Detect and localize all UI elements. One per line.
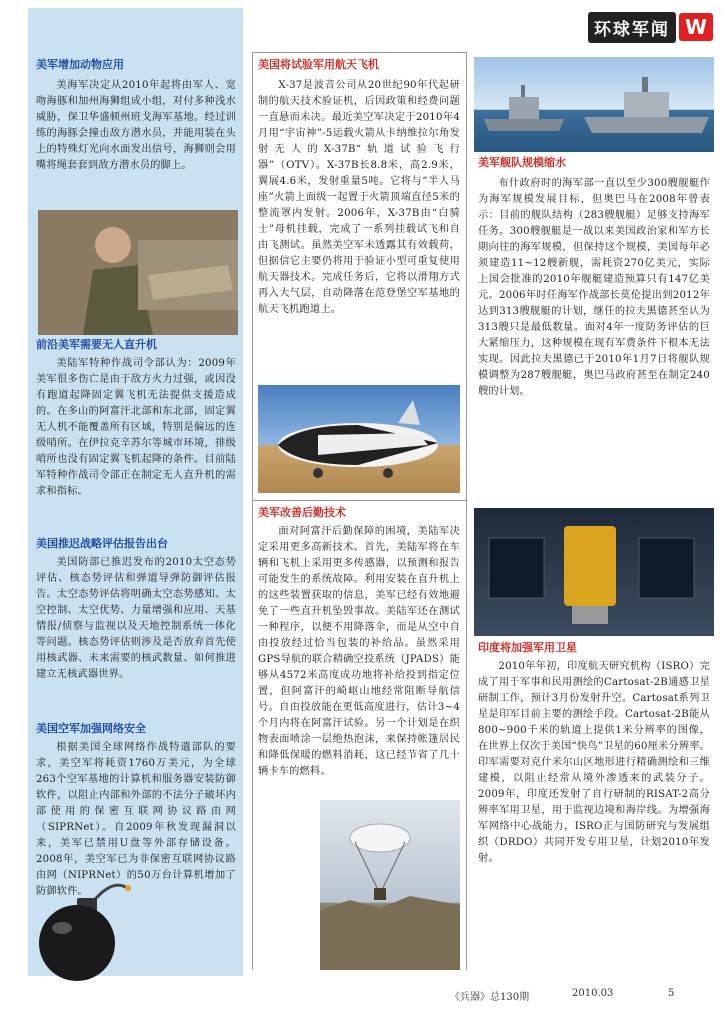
section-title: 美军改善后勤技术 [258,506,346,519]
soldier-photo [38,210,238,335]
section-logistics [258,506,460,780]
bomb-icon [22,868,132,983]
footer-magazine: 《兵器》总130期 [450,992,530,1003]
logo-mark: W [679,13,713,41]
section-title: 美国空军加强网络安全 [36,722,146,735]
spaceplane-photo [258,385,460,493]
section-body: X-37是波音公司从20世纪90年代起研制的航天技术验证机，后因政策和经费问题一直悬而未决。最近美空军决定于2010年4月用“宇宙神”-5运载火箭从卡纳维拉尔角发射无人的X-37B“轨道试验飞行器”（OTV）。X-37B长8.8米，高2.9米，翼展4.6米，发射重量5吨。它将与“半人马座”火箭上面级一起置于火箭顶端直径5米的整流罩内发射。2006年，X-37B由“白骑士”母机挂载，完成了一系列挂载试飞和自由飞测试。虽然美空军未透露其有效载荷，但据信它主要仍将用于验证小型可重复使用航天器技术。完成任务后，它将以滑翔方式再入大气层，自动降落在范登堡空军基地的航天飞机跑道上。 [258,80,460,315]
column-divider [252,52,253,970]
section-title: 美军增加动物应用 [36,58,124,71]
section-body: 美海军决定从2010年起将由军人、宽吻海豚和加州海狮组成小组，对付多种浅水威胁，保卫华盛顿州班戈海军基地。经过训练的海豚会撞击敌方潜水员，并能用装在头上的特殊灯光向水面发出信号，海狮则会用嘴将绳套套到敌方潜水员的脚上。 [36,80,236,171]
section-report [36,537,236,683]
section-fleet [478,156,710,400]
section-animals [36,58,236,174]
section-body: 根据美国全球网络作战特遣部队的要求，美空军将耗资1760万美元，为全球263个空军基地的计算机和服务器安装防御软件，以阻止内部和外部的不法分子破坏内部使用的保密互联网协议路由网（SIPRNet）。自2009年秋发现漏洞以来，美军已禁用U盘等外部存储设备。2008年，美空军已为非保密互联网协议路由网（NIPRNet）的50万台计算机增加了防御软件。 [36,742,236,897]
airdrop-photo [320,800,460,970]
section-body: 2010年年初，印度航天研究机构（ISRO）完成了用于军事和民用测绘的Cartosat-2B通感卫星研制工作，预计3月份发射升空。Cartosat系列卫星是印军目前主要的测绘手段。Cartosat-2B能从800~900千米的轨道上提供1米分辨率的图像，在世界上仅次于美国“快鸟”卫星的60厘米分辨率。印军需要对克什米尔山区地形进行精确测绘和三维建模，以阻止经常从境外渗透来的武装分子。2009年，印度还发射了自行研制的RISAT-2高分辨率军用卫星，用于监视边境和海岸线。为增强海军网络中心战能力，ISRO正与国防研究与发展组织（DRDO）共同开发专用卫星，计划2010年发射。 [478,661,710,864]
section-body: 面对阿富汗后勤保障的困境，美陆军决定采用更多高新技术。首先，美陆军将在车辆和飞机上采用更多传感器，以预测和报告可能发生的系统故障。利用安装在直升机上的这些装置获取的信息，美军已经有效地避免了一些直升机坠毁事故。美陆军还在测试一种程序，以便不用降落伞，而是从空中自由投放经过恰当包装的补给品。虽然采用GPS导航的联合精确空投系统（JPADS）能够从4572米高度成功地将补给投到指定位置，但阿富汗的崎岖山地经常阻断导航信号。自由投放能在更低高度进行，估计3~4个月内将在阿富汗试验。另一个计划是在织物表面喷涂一层绝热泡沫，来保持帐篷居民和降低保暖的燃料消耗，这已经节省了几十辆卡车的燃料。 [258,526,460,777]
magazine-logo [573,12,713,42]
section-title: 美国将试验军用航天飞机 [258,58,379,71]
section-title: 美军舰队规模缩水 [478,156,566,169]
section-helicopter [36,338,236,500]
satellite-photo [474,508,714,636]
footer-date: 2010.03 [572,988,614,999]
section-title: 前沿美军需要无人直升机 [36,338,157,351]
section-body: 布什政府时的海军部一直以至少300艘舰艇作为海军规模发展目标，但奥巴马在2008年曾表示：目前的舰队结构（283艘舰艇）足够支持海军任务。300艘舰艇是一战以来美国政治家和军方长期向往的海军规模，但保持这个规模，美国每年必须建造11~12艘新舰，需耗资270亿美元，实际上国会批准的2010年舰艇建造预算只有147亿美元。2006年时任海军作战部长莫伦提出到2012年达到313艘舰艇的计划，继任的拉夫黑德甚至认为313艘只是最低数量。面对4年一度防务评估的巨大紧缩压力，这种规模在现有军费条件下根本无法实现。因此拉夫黑德已于2010年1月7日将舰队规模调整为287艘舰艇，奥巴马政府甚至在制定240艘的计划。 [478,178,710,397]
section-body: 美国防部已推迟发布的2010太空态势评估、核态势评估和弹道导弹防御评估报告。太空态势评估将明确太空态势感知、太空控制、太空优势、力量增强和应用、天基情报/侦察与监视以及天地控制系统一体化等问题。核态势评估则涉及是否放弃首先使用核武器、未来需要的核武数量、如何推进建立无核武器世界。 [36,557,236,680]
section-india-satellite [478,641,710,867]
section-title: 印度将加强军用卫星 [478,641,577,654]
page-number: 5 [668,988,675,999]
box-border [252,500,467,501]
box-border [252,52,467,53]
column-divider [466,52,467,970]
section-body: 美陆军特种作战司令部认为：2009年美军很多伤亡是由于敌方火力过强，或因没有跑道起降固定翼飞机无法提供支援造成的。在多山的阿富汗北部和东北部，固定翼无人机不能覆盖所有区域，特别是偏远的连级哨所。在伊拉克辛苏尔等城市环境，排级哨所也没有固定翼飞机起降的条件。目前陆军特种作战司令部正在制定无人直升机的需求和指标。 [36,358,236,497]
logo-text: 环球军闻 [588,12,676,43]
section-spaceplane [258,58,460,318]
section-title: 美国推迟战略评估报告出台 [36,537,168,550]
navy-ships-photo [474,57,714,152]
